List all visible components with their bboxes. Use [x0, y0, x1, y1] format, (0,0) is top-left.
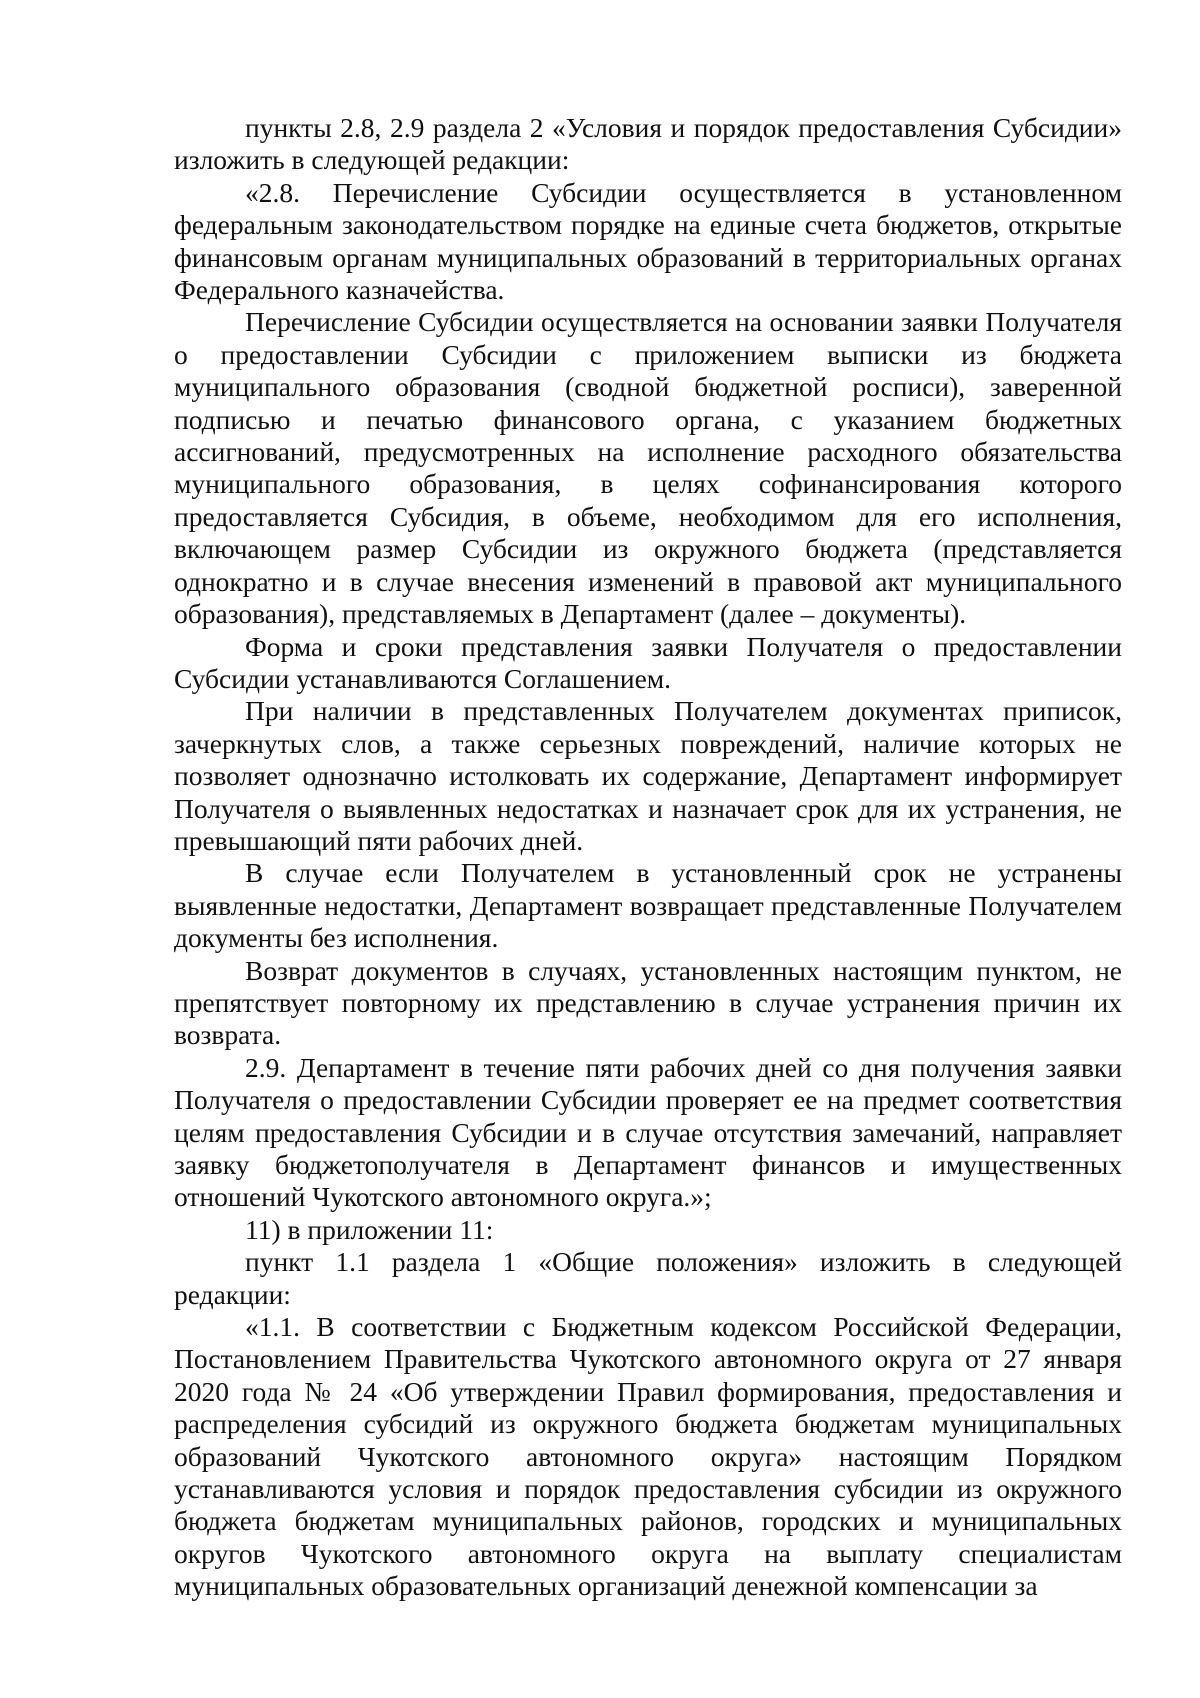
- document-page: [174, 112, 1122, 1603]
- paragraph-transfer-basis: Перечисление Субсидии осуществляется на основании заявки Получателя о предоставлении Субсидии с приложением выписки из бюджета муниципального образования (сводной бюджетной росписи), заверенной подписью и печатью финансового органа, с указанием бюджетных ассигнований, предусмотренных на исполнение расходного обязательства муниципального образования, в целях софинансирования которого предоставляется Субсидия, в объеме, необходимом для его исполнения, включающем размер Субсидии из окружного бюджета (представляется однократно и в случае внесения изменений в правовой акт муниципального образования), представляемых в Департамент (далее – документы).: [174, 306, 1122, 630]
- paragraph-document-defects: При наличии в представленных Получателем документах приписок, зачеркнутых слов, а также серьезных повреждений, наличие которых не позволяет однозначно истолковать их содержание, Департамент информирует Получателя о выявленных недостатках и назначает срок для их устранения, не превышающий пяти рабочих дней.: [174, 695, 1122, 856]
- paragraph-section-1-amendment: пункт 1.1 раздела 1 «Общие положения» изложить в следующей редакции:: [174, 1246, 1122, 1310]
- paragraph-resubmission: Возврат документов в случаях, установленных настоящим пунктом, не препятствует повторному их представлению в случае устранения причин их возврата.: [174, 954, 1122, 1051]
- paragraph-form-and-terms: Форма и сроки представления заявки Получателя о предоставлении Субсидии устанавливаются Соглашением.: [174, 630, 1122, 694]
- paragraph-1-1: «1.1. В соответствии с Бюджетным кодексом Российской Федерации, Постановлением Правительства Чукотского автономного округа от 27 января 2020 года № 24 «Об утверждении Правил формирования, предоставления и распределения субсидий из окружного бюджета бюджетам муниципальных образований Чукотского автономного округа» настоящим Порядком устанавливаются условия и порядок предоставления субсидии из окружного бюджета бюджетам муниципальных районов, городских и муниципальных округов Чукотского автономного округа на выплату специалистам муниципальных образовательных организаций денежной компенсации за: [174, 1311, 1122, 1602]
- paragraph-amendment-intro: пункты 2.8, 2.9 раздела 2 «Условия и порядок предоставления Субсидии» изложить в следующей редакции:: [174, 112, 1122, 176]
- paragraph-2-8: «2.8. Перечисление Субсидии осуществляется в установленном федеральным законодательством порядке на единые счета бюджетов, открытые финансовым органам муниципальных образований в территориальных органах Федерального казначейства.: [174, 176, 1122, 306]
- paragraph-return-documents: В случае если Получателем в установленный срок не устранены выявленные недостатки, Департамент возвращает представленные Получателем документы без исполнения.: [174, 857, 1122, 954]
- paragraph-2-9: 2.9. Департамент в течение пяти рабочих дней со дня получения заявки Получателя о предоставлении Субсидии проверяет ее на предмет соответствия целям предоставления Субсидии и в случае отсутствия замечаний, направляет заявку бюджетополучателя в Департамент финансов и имущественных отношений Чукотского автономного округа.»;: [174, 1051, 1122, 1213]
- paragraph-appendix-11: 11) в приложении 11:: [245, 1213, 494, 1245]
